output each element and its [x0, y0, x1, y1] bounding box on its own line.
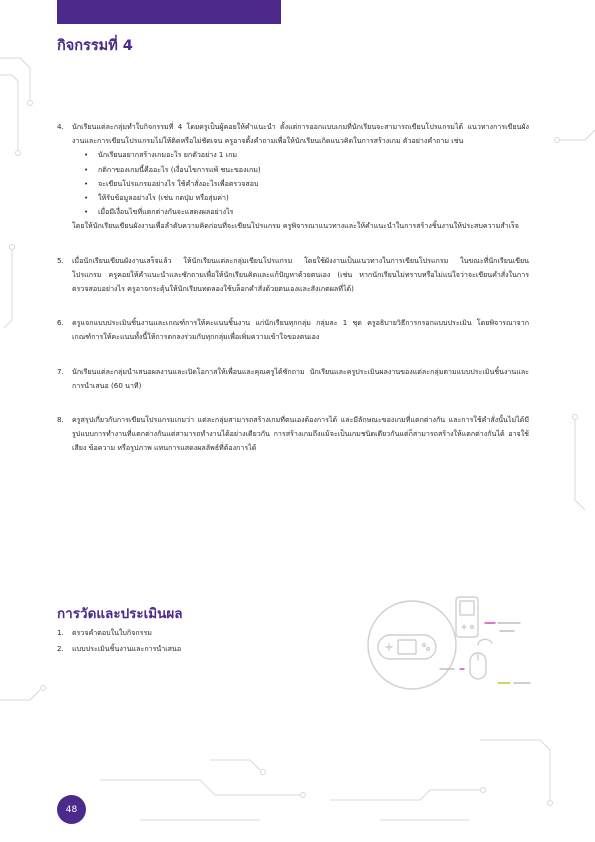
item-paragraph: เมื่อนักเรียนเขียนผังงานเสร็จแล้ว ให้นักเรียนแต่ละกลุ่มเขียนโปรแกรม โดยใช้ผังงานเป็นแนวทางในการเขียนโปรแกรม ในขณะที่นักเรียนเขียนโปรแกรม ครูคอยให้คำแนะนำและซักถามเพื่อให้นักเรียนคิดและแก้ปัญหาด้วยตนเอง (เช่น หากนักเรียนไม่ทราบหรือไม่แน่ใจว่าจะเขียนคำสั่งในการตรวจสอบอย่างไร ครูอาจกระตุ้นให้นักเรียนทดลองใช้บล็อกคำสั่งด้วยตนเองและสังเกตผลที่ได้) — [72, 255, 529, 294]
question-item: • เมื่อมีเงื่อนไขที่แตกต่างกันจะแสดงผลอย่างไร — [84, 205, 529, 219]
evaluation-item-number: 2. — [57, 644, 64, 653]
game-devices-illustration — [360, 585, 540, 695]
procedure-item-6 — [57, 316, 529, 344]
item-number: 4. — [57, 122, 64, 131]
evaluation-item — [57, 641, 181, 657]
question-list — [72, 148, 529, 219]
procedure-item-4 — [57, 120, 529, 234]
page-number-badge: 48 — [57, 795, 86, 824]
evaluation-list — [57, 625, 181, 657]
procedure-item-8 — [57, 413, 529, 456]
evaluation-item — [57, 625, 181, 641]
item-paragraph: โดยให้นักเรียนเขียนผังงานเพื่อลำดับความคิดก่อนที่จะเขียนโปรแกรม ครูพิจารณาแนวทางและให้คำแนะนำในการสร้างชิ้นงานให้ประสบความสำเร็จ — [72, 221, 519, 231]
item-paragraph: นักเรียนแต่ละกลุ่มนำเสนอผลงานและเปิดโอกาสให้เพื่อนและคุณครูได้ซักถาม นักเรียนและครูประเมินผลงานของแต่ละกลุ่มตามแบบประเมินชิ้นงานและการนำเสนอ (60 นาที) — [72, 366, 529, 390]
question-item: • ให้รับข้อมูลอย่างไร (เช่น กดปุ่ม หรือสุ่มค่า) — [84, 191, 529, 205]
question-item: • กติกาของเกมนี้คืออะไร (เงื่อนไขการแพ้ ชนะของเกม) — [84, 163, 529, 177]
question-item: • นักเรียนอยากสร้างเกมอะไร ยกตัวอย่าง 1 เกม — [84, 148, 529, 162]
item-paragraph: นักเรียนแต่ละกลุ่มทำใบกิจกรรมที่ 4 โดยครูเป็นผู้คอยให้คำแนะนำ ตั้งแต่การออกแบบเกมที่นักเรียนจะสามารถเขียนโปรแกรมได้ แนวทางการเขียนผังงานและการเขียนโปรแกรมไม่ให้ติดหรือไม่ชัดเจน ครูอาจตั้งคำถามเพื่อให้นักเรียนเกิดแนวคิดในการสร้างเกม ตัวอย่างคำถาม เช่น — [72, 122, 529, 146]
evaluation-item-text: แบบประเมินชิ้นงานและการนำเสนอ — [72, 644, 182, 653]
question-item: • จะเขียนโปรแกรมอย่างไร ใช้คำสั่งอะไรเพื่อตรวจสอบ — [84, 177, 529, 191]
procedure-list — [57, 120, 529, 476]
evaluation-item-number: 1. — [57, 628, 64, 637]
item-paragraph: ครูสรุปเกี่ยวกับการเขียนโปรแกรมเกมว่า แต่ละกลุ่มสามารถสร้างเกมที่ตนเองต้องการได้ และมีลักษณะของเกมที่แตกต่างกัน และการใช้คำสั่งนั้นไม่ได้มีรูปแบบการทำงานที่แตกต่างกันแต่สามารถทำงานได้อย่างเดียวกัน การสร้างเกมถึงแม้จะเป็นเกมชนิดเดียวกันแต่ก็สามารถสร้างให้แตกต่างกันได้ อาจใช้เสียง ข้อความ หรือรูปภาพ แทนการแสดงผลลัพธ์ที่ต้องการได้ — [72, 415, 529, 453]
procedure-item-5 — [57, 254, 529, 297]
item-paragraph: ครูแจกแบบประเมินชิ้นงานและเกณฑ์การให้คะแนนชิ้นงาน แก่นักเรียนทุกกลุ่ม กลุ่มละ 1 ชุด ครูอธิบายวิธีการกรอกแบบประเมิน โดยพิจารณาจากเกณฑ์การให้คะแนนทั้งนี้ให้การตกลงร่วมกับทุกกลุ่มเพื่อเพิ่มความเข้าใจของตนเอง — [72, 318, 529, 342]
item-number: 5. — [57, 255, 64, 265]
item-number: 6. — [57, 318, 64, 328]
page-title: กิจกรรมที่ 4 — [57, 38, 133, 54]
item-number: 8. — [57, 415, 64, 425]
evaluation-item-text: ตรวจคำตอบในใบกิจกรรม — [72, 628, 152, 637]
item-number: 7. — [57, 366, 64, 376]
header-bar — [57, 0, 281, 24]
evaluation-title: การวัดและประเมินผล — [57, 606, 183, 622]
procedure-item-7 — [57, 365, 529, 393]
